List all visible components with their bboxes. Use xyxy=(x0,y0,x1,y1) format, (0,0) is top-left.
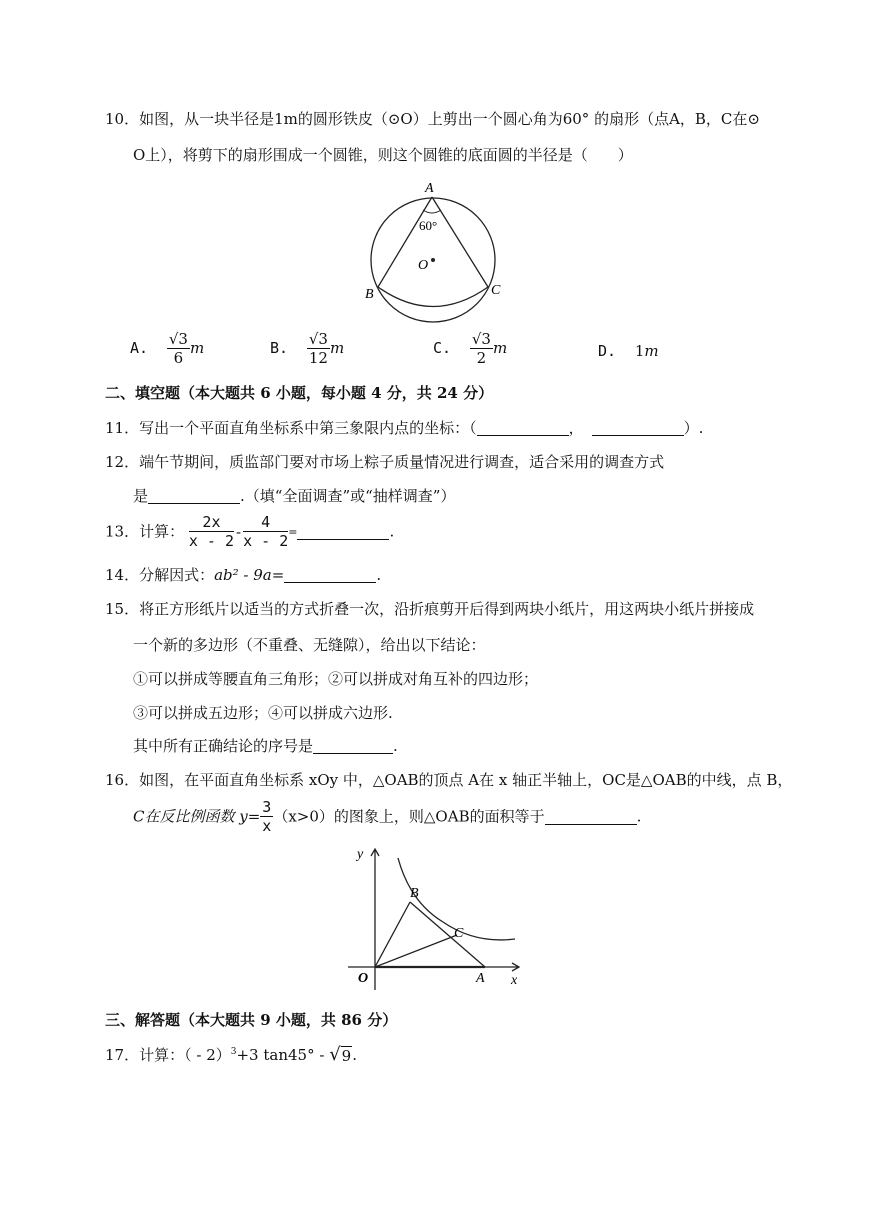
choice-c-num: 3 xyxy=(481,330,491,348)
q16-blank[interactable] xyxy=(545,810,637,825)
q17-mid: +3 tan45° - xyxy=(236,1046,330,1064)
q15-line3: ①可以拼成等腰直角三角形；②可以拼成对角互补的四边形； xyxy=(133,670,539,688)
q14-suffix: . xyxy=(376,566,382,584)
choice-a-label: A. xyxy=(130,339,149,357)
choice-d-label: D. xyxy=(598,342,617,360)
q14-prefix: 14．分解因式： xyxy=(105,566,215,584)
q17-sqrt: √ 9 xyxy=(329,1044,352,1065)
choice-b-label: B. xyxy=(270,339,289,357)
q10-choice-a xyxy=(130,332,204,366)
q13-minus: - xyxy=(236,522,242,541)
q13-fraction-1 xyxy=(189,515,234,549)
choice-b-num: 3 xyxy=(318,330,328,348)
q10-line2: O上），将剪下的扇形围成一个圆锥，则这个圆锥的底面圆的半径是（ ） xyxy=(133,146,633,164)
q15-line5 xyxy=(133,739,398,754)
choice-c-den: 2 xyxy=(476,349,487,367)
q16-label-B: B xyxy=(410,886,419,901)
q16-frac-den: x xyxy=(262,817,272,835)
q13-eq: = xyxy=(288,525,298,539)
q11-blank-1[interactable] xyxy=(477,421,569,436)
q13-frac2-num: 4 xyxy=(243,515,288,532)
q15-prefix: 其中所有正确结论的序号是 xyxy=(133,737,314,755)
q14-expr: ab² - 9a= xyxy=(214,566,285,584)
q14-blank[interactable] xyxy=(284,568,376,583)
q13-line xyxy=(105,515,394,549)
choice-c-label: C. xyxy=(433,339,452,357)
q17-exponent: 3 xyxy=(230,1047,237,1057)
q16-coordinate-figure xyxy=(340,842,530,994)
q12-prefix: 是 xyxy=(133,487,149,505)
q16-prefix: C在反比例函数 y= xyxy=(133,807,261,826)
q17-suffix: . xyxy=(352,1046,357,1064)
choice-b-den: 12 xyxy=(308,349,328,367)
q16-frac-num: 3 xyxy=(262,798,272,816)
q16-fraction xyxy=(260,800,273,834)
q10-label-A: A xyxy=(425,181,434,196)
q15-line2: 一个新的多边形（不重叠、无缝隙），给出以下结论： xyxy=(133,636,486,654)
q16-suffix: . xyxy=(636,807,642,826)
q17-line xyxy=(105,1046,357,1065)
choice-a-fraction: $\frac{√3}{6}$ xyxy=(168,330,188,367)
choice-a-den: 6 xyxy=(173,349,184,367)
q16-label-x: x xyxy=(511,973,518,988)
q13-prefix: 13．计算： xyxy=(105,522,185,541)
q13-frac1-num: 2x xyxy=(189,515,234,532)
q10-label-B: B xyxy=(365,287,374,302)
section-3-title: 三、解答题（本大题共 9 小题，共 86 分） xyxy=(105,1011,398,1029)
q10-choice-b xyxy=(270,332,344,366)
q10-choice-c xyxy=(433,332,507,366)
choice-c-unit: m xyxy=(492,339,508,357)
q12-line1: 12．端午节期间，质监部门要对市场上粽子质量情况进行调查，适合采用的调查方式 xyxy=(105,453,665,471)
q10-label-C: C xyxy=(491,283,501,298)
q11-prefix: 11．写出一个平面直角坐标系中第三象限内点的坐标：（ xyxy=(105,419,477,437)
choice-d-text: 1 xyxy=(634,342,645,360)
q16-mid: （x>0）的图象上，则△OAB的面积等于 xyxy=(273,807,545,826)
section-2-title: 二、填空题（本大题共 6 小题，每小题 4 分，共 24 分） xyxy=(105,384,494,402)
q11-line xyxy=(105,421,703,436)
choice-b-unit: m xyxy=(329,339,345,357)
q11-suffix: ）. xyxy=(683,419,704,437)
choice-c-fraction: $\frac{√3}{2}$ xyxy=(471,330,491,367)
q13-frac1-den: x - 2 xyxy=(188,532,235,550)
choice-a-num: 3 xyxy=(178,330,188,348)
q16-line1: 16．如图，在平面直角坐标系 xOy 中，△OAB的顶点 A在 x 轴正半轴上，OC是△OAB的中线，点 B， xyxy=(105,771,793,789)
q17-sqrt-arg: 9 xyxy=(341,1047,352,1065)
q12-suffix: .（填“全面调查”或“抽样调查”） xyxy=(240,487,456,505)
q16-label-A: A xyxy=(476,971,485,986)
q10-line1: 10．如图，从一块半径是1m的圆形铁皮（⊙O）上剪出一个圆心角为60° 的扇形（点A，B，C在⊙ xyxy=(105,110,760,128)
q10-label-angle: 60° xyxy=(419,218,438,233)
q16-label-O: O xyxy=(358,971,369,986)
q13-blank[interactable] xyxy=(297,525,389,540)
q13-frac2-den: x - 2 xyxy=(243,532,289,550)
q12-blank[interactable] xyxy=(148,489,240,504)
q10-label-O: O xyxy=(418,258,429,273)
q17-prefix: 17．计算：（ - 2） xyxy=(105,1046,231,1064)
choice-b-fraction: $\frac{√3}{12}$ xyxy=(308,330,328,367)
q11-blank-2[interactable] xyxy=(592,421,684,436)
q13-suffix: . xyxy=(389,522,395,541)
q15-blank[interactable] xyxy=(313,739,393,754)
q13-fraction-2 xyxy=(243,515,288,549)
q10-choice-d xyxy=(598,344,659,359)
q15-suffix: . xyxy=(393,737,398,755)
choice-a-unit: m xyxy=(189,339,205,357)
q12-line2 xyxy=(133,489,455,504)
q15-line1: 15．将正方形纸片以适当的方式折叠一次，沿折痕剪开后得到两块小纸片，用这两块小纸片拼接成 xyxy=(105,600,755,618)
q10-circle-figure xyxy=(355,176,515,328)
q16-label-y: y xyxy=(357,847,364,862)
q15-line4: ③可以拼成五边形；④可以拼成六边形. xyxy=(133,704,393,722)
q16-line2 xyxy=(133,800,641,834)
choice-d-unit: m xyxy=(644,342,659,360)
q11-sep: ， xyxy=(568,419,584,437)
q16-label-C: C xyxy=(454,926,464,941)
q14-line xyxy=(105,568,381,583)
